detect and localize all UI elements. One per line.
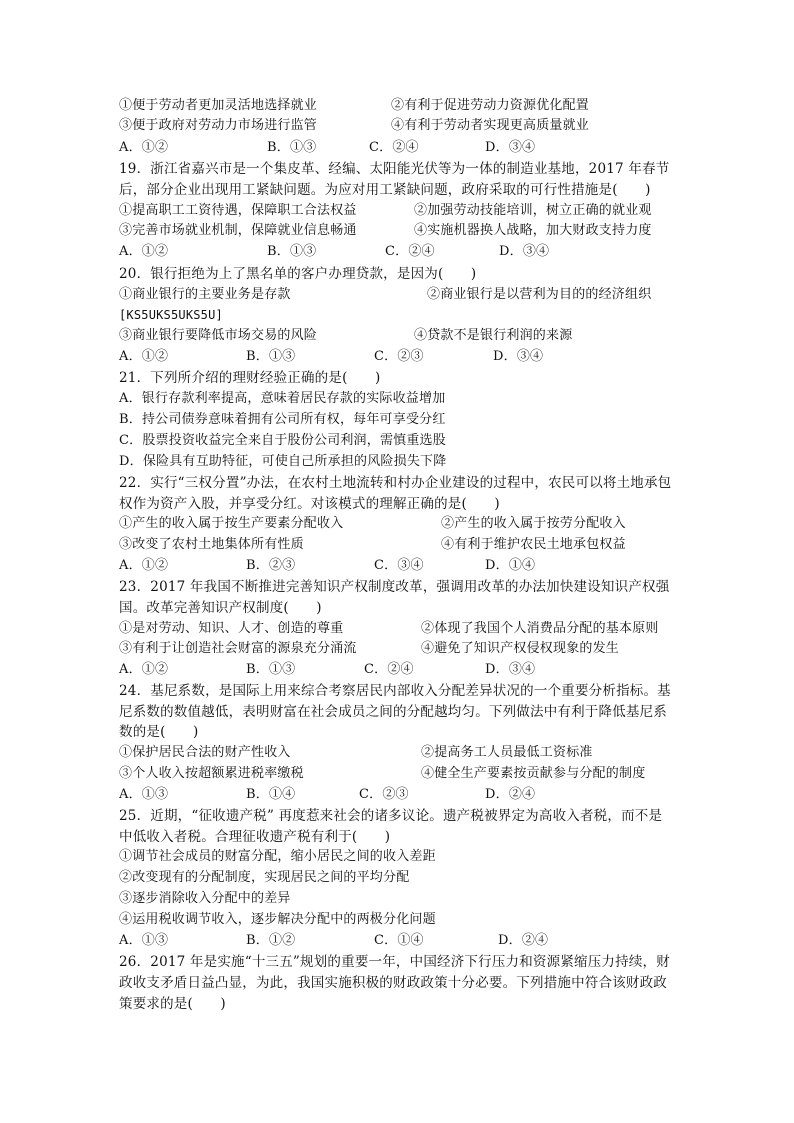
q22-stem-1: 22．实行“三权分置”办法，在农村土地流转和村办企业建设的过程中，农民可以将土地承包 bbox=[119, 475, 672, 491]
q25-answer-c: C．①④ bbox=[374, 933, 424, 948]
q20-option-1: ①商业银行的主要业务是存款 bbox=[119, 287, 291, 302]
q26-stem-3: 策要求的是( ) bbox=[119, 996, 226, 1012]
q22-option-row-1 bbox=[119, 514, 626, 534]
q19-answer-b: B．①③ bbox=[267, 244, 317, 259]
q22-option-1: ①产生的收入属于按生产要素分配收入 bbox=[119, 516, 344, 531]
q24-option-1: ①保护居民合法的财产性收入 bbox=[119, 745, 291, 760]
q19-answer-c: C．②④ bbox=[385, 244, 435, 259]
q25-option-2: ②改变现有的分配制度，实现居民之间的平均分配 bbox=[119, 870, 410, 885]
q20-stem: 20．银行拒绝为上了黑名单的客户办理贷款，是因为( ) bbox=[119, 266, 477, 282]
q18-answer-a: A．①② bbox=[119, 140, 169, 155]
q25-stem-1: 25．近期，“征收遗产税” 再度惹来社会的诸多议论。遗产税被界定为高收入者税，而不是 bbox=[119, 808, 663, 824]
q24-answer-a: A．①③ bbox=[119, 787, 169, 802]
q21-option-a: A．银行存款利率提高，意味着居民存款的实际收益增加 bbox=[119, 391, 446, 406]
q24-stem-1: 24．基尼系数，是国际上用来综合考察居民内部收入分配差异状况的一个重要分析指标。基 bbox=[119, 683, 671, 699]
q24-stem-2: 尼系数的数值越低，表明财富在社会成员之间的分配越均匀。下列做法中有利于降低基尼系 bbox=[119, 704, 667, 720]
q22-option-2: ②产生的收入属于按劳分配收入 bbox=[441, 516, 626, 531]
q22-answer-a: A．①② bbox=[119, 558, 169, 573]
q23-option-2: ②体现了我国个人消费品分配的基本原则 bbox=[421, 621, 659, 636]
q26-stem-1: 26．2017 年是实施“十三五”规划的重要一年，中国经济下行压力和资源紧缩压力持续，财 bbox=[119, 954, 670, 970]
q23-answer-row bbox=[119, 660, 536, 680]
q18-answer-c: C．②④ bbox=[369, 140, 419, 155]
q23-option-1: ①是对劳动、知识、人才、创造的尊重 bbox=[119, 621, 344, 636]
q19-option-row-1 bbox=[119, 201, 652, 221]
q20-option-4: ④贷款不是银行利润的来源 bbox=[414, 328, 573, 343]
q25-stem-2: 中低收入者税。合理征收遗产税有利于( ) bbox=[119, 829, 391, 845]
q18-answer-b: B．①③ bbox=[267, 140, 317, 155]
q21-option-b: B．持公司债券意味着拥有公司所有权，每年可享受分红 bbox=[119, 412, 446, 427]
q21-option-d: D．保险具有互助特征，可使自己所承担的风险损失下降 bbox=[119, 454, 447, 469]
q21-option-c: C．股票投资收益完全来自于股份公司利润，需慎重选股 bbox=[119, 433, 446, 448]
q23-stem-1: 23．2017 年我国不断推进完善知识产权制度改革，强调用改革的办法加快建设知识产权强 bbox=[119, 579, 670, 595]
q20-answer-a: A．①② bbox=[119, 349, 169, 364]
q23-option-3: ③有利于让创造社会财富的源泉充分涌流 bbox=[119, 641, 357, 656]
q22-answer-d: D．①④ bbox=[485, 558, 536, 573]
q25-answer-a: A．①③ bbox=[119, 933, 169, 948]
q24-stem-3: 数的是( ) bbox=[119, 724, 199, 740]
q18-option-row-1 bbox=[119, 96, 590, 116]
q19-option-row-2 bbox=[119, 221, 652, 241]
q18-answer-row bbox=[119, 138, 536, 158]
q20-answer-c: C．②③ bbox=[374, 349, 424, 364]
q19-option-3: ③完善市场就业机制，保障就业信息畅通 bbox=[119, 223, 357, 238]
q18-option-3: ③便于政府对劳动力市场进行监管 bbox=[119, 118, 318, 133]
q18-option-1: ①便于劳动者更加灵活地选择就业 bbox=[119, 98, 318, 113]
q22-answer-row bbox=[119, 556, 536, 576]
q24-answer-c: C．②③ bbox=[359, 787, 409, 802]
q24-option-row-2 bbox=[119, 764, 646, 784]
q22-option-3: ③改变了农村土地集体所有性质 bbox=[119, 537, 304, 552]
q19-stem-1: 19．浙江省嘉兴市是一个集皮革、经编、太阳能光伏等为一体的制造业基地，2017 年春节 bbox=[119, 161, 670, 177]
q20-answer-row bbox=[119, 347, 544, 367]
q25-option-3: ③逐步消除收入分配中的差异 bbox=[119, 891, 291, 906]
q25-option-1: ①调节社会成员的财富分配，缩小居民之间的收入差距 bbox=[119, 849, 436, 864]
q24-option-3: ③个人收入按超额累进税率缴税 bbox=[119, 766, 304, 781]
q23-answer-a: A．①② bbox=[119, 662, 169, 677]
q24-option-2: ②提高务工人员最低工资标准 bbox=[421, 745, 593, 760]
q23-option-4: ④避免了知识产权侵权现象的发生 bbox=[421, 641, 620, 656]
q24-answer-b: B．①④ bbox=[246, 787, 296, 802]
q19-stem-2: 后，部分企业出现用工紧缺问题。为应对用工紧缺问题，政府采取的可行性措施是( ) bbox=[119, 182, 651, 198]
q23-answer-d: D．③④ bbox=[485, 662, 536, 677]
q22-option-row-2 bbox=[119, 535, 626, 555]
q20-answer-b: B．①③ bbox=[246, 349, 296, 364]
q19-answer-row bbox=[119, 242, 550, 262]
q25-answer-d: D．②④ bbox=[498, 933, 549, 948]
q18-answer-d: D．③④ bbox=[485, 140, 536, 155]
q23-option-row-2 bbox=[119, 639, 620, 659]
q18-option-4: ④有利于劳动者实现更高质量就业 bbox=[391, 118, 590, 133]
q25-option-4: ④运用税收调节收入，逐步解决分配中的两极分化问题 bbox=[119, 912, 436, 927]
q18-option-row-2 bbox=[119, 116, 590, 136]
q20-option-3: ③商业银行要降低市场交易的风险 bbox=[119, 328, 318, 343]
q24-option-4: ④健全生产要素按贡献参与分配的制度 bbox=[421, 766, 646, 781]
q23-answer-c: C．②④ bbox=[364, 662, 414, 677]
q20-answer-d: D．③④ bbox=[493, 349, 544, 364]
q22-answer-b: B．②③ bbox=[246, 558, 296, 573]
q20-watermark-text: [KS5UKS5UKS5U] bbox=[119, 308, 223, 322]
q19-option-4: ④实施机器换人战略，加大财政支持力度 bbox=[414, 223, 652, 238]
q22-option-4: ④有利于维护农民土地承包权益 bbox=[441, 537, 626, 552]
q23-option-row-1 bbox=[119, 619, 659, 639]
q23-answer-b: B．①③ bbox=[246, 662, 296, 677]
q24-answer-row bbox=[119, 785, 536, 805]
q19-answer-d: D．③④ bbox=[499, 244, 550, 259]
q19-answer-a: A．①② bbox=[119, 244, 169, 259]
q23-stem-2: 国。改革完善知识产权制度( ) bbox=[119, 600, 322, 616]
q19-option-2: ②加强劳动技能培训，树立正确的就业观 bbox=[414, 203, 652, 218]
q20-option-row-1 bbox=[119, 285, 652, 305]
q19-option-1: ①提高职工工资待遇，保障职工合法权益 bbox=[119, 203, 357, 218]
q24-answer-d: D．②④ bbox=[485, 787, 536, 802]
q20-option-row-2 bbox=[119, 326, 573, 346]
q24-option-row-1 bbox=[119, 743, 593, 763]
q25-answer-b: B．①② bbox=[246, 933, 296, 948]
q18-option-2: ②有利于促进劳动力资源优化配置 bbox=[391, 98, 590, 113]
q20-option-2: ②商业银行是以营利为目的的经济组织 bbox=[427, 287, 652, 302]
q22-answer-c: C．③④ bbox=[374, 558, 424, 573]
q21-stem: 21．下列所介绍的理财经验正确的是( ) bbox=[119, 370, 381, 386]
q22-stem-2: 权作为资产入股，并享受分红。对该模式的理解正确的是( ) bbox=[119, 496, 500, 512]
q26-stem-2: 政收支矛盾日益凸显，为此，我国实施积极的财政政策十分必要。下列措施中符合该财政政 bbox=[119, 975, 667, 991]
q25-answer-row bbox=[119, 931, 549, 951]
